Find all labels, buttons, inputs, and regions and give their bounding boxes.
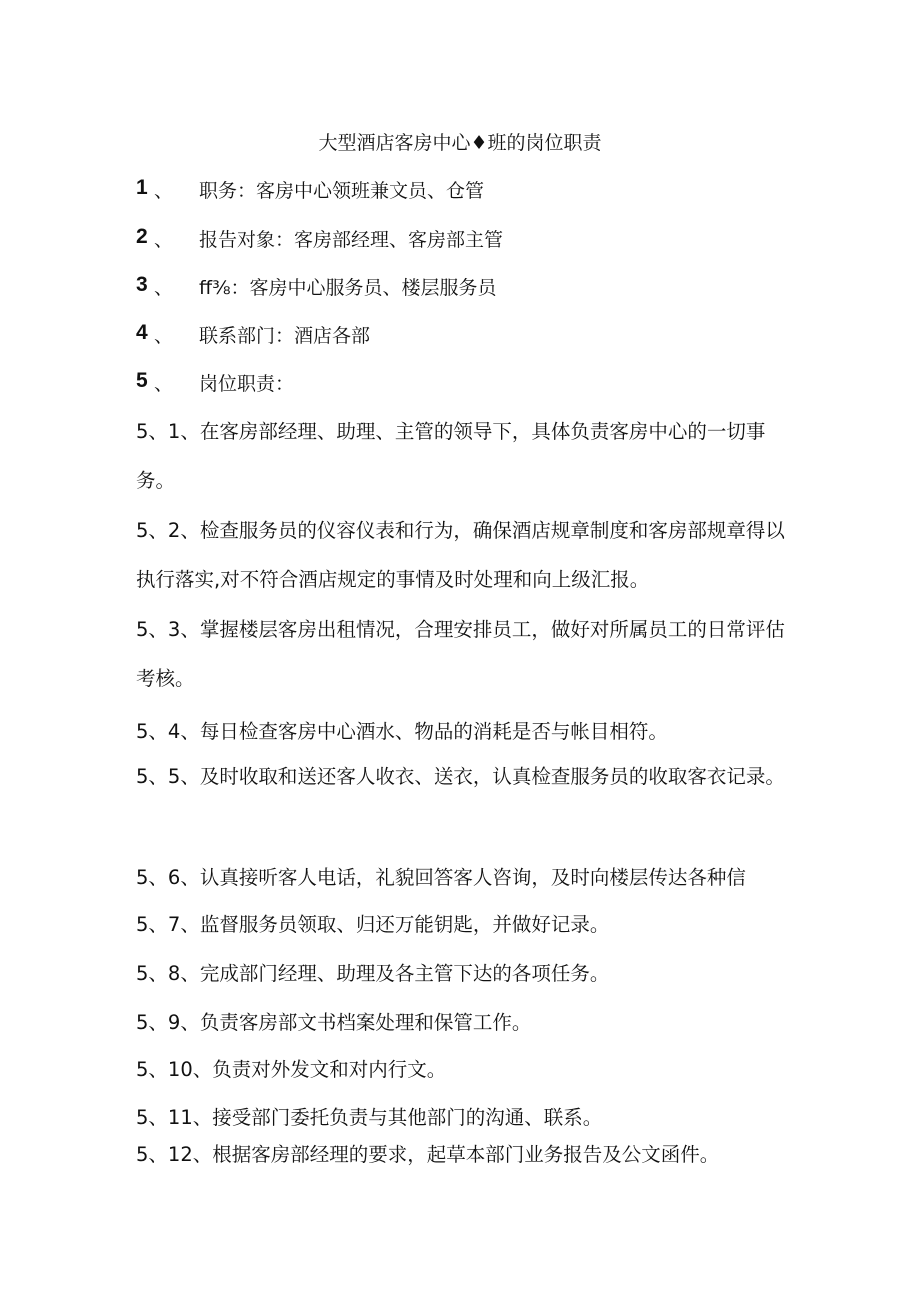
meta-separator: 、	[154, 373, 174, 395]
duty-item: 5、2、检查服务员的仪容仪表和行为，确保酒店规章制度和客房部规章得以执行落实,对不符合酒店规定的事情及时处理和向上级汇报。	[136, 519, 785, 591]
duty-item: 5、5、及时收取和送还客人收衣、送衣，认真检查服务员的收取客衣记录。	[136, 765, 785, 788]
meta-text: 联系部门：酒店各部	[199, 325, 371, 347]
meta-text: ff⅜：客房中心服务员、楼层服务员	[199, 277, 497, 299]
meta-text: 报告对象：客房部经理、客房部主管	[199, 229, 504, 251]
meta-separator: 、	[154, 325, 174, 347]
meta-text: 岗位职责：	[199, 373, 295, 395]
meta-separator: 、	[154, 277, 174, 299]
duty-item: 5、8、完成部门经理、助理及各主管下达的各项任务。	[136, 962, 610, 985]
duty-item: 5、1、在客房部经理、助理、主管的领导下，具体负责客房中心的一切事务。	[136, 420, 766, 492]
duty-item: 5、6、认真接听客人电话，礼貌回答客人咨询，及时向楼层传达各种信	[136, 866, 746, 889]
meta-number: 4	[136, 321, 148, 344]
meta-number: 1	[136, 176, 148, 199]
meta-separator: 、	[154, 180, 174, 202]
duty-item: 5、9、负责客房部文书档案处理和保管工作。	[136, 1011, 532, 1034]
meta-number: 5	[136, 369, 148, 392]
duty-item: 5、3、掌握楼层客房出租情况，合理安排员工，做好对所属员工的日常评估考核。	[136, 618, 785, 690]
duty-item: 5、12、根据客房部经理的要求，起草本部门业务报告及公文函件。	[136, 1143, 720, 1166]
document-title: 大型酒店客房中心♦班的岗位职责	[318, 132, 602, 154]
meta-separator: 、	[154, 229, 174, 251]
meta-number: 2	[136, 225, 148, 248]
duty-item: 5、11、接受部门委托负责与其他部门的沟通、联系。	[136, 1106, 603, 1129]
meta-number: 3	[136, 273, 148, 296]
duty-item: 5、10、负责对外发文和对内行文。	[136, 1058, 447, 1081]
meta-text: 职务：客房中心领班兼文员、仓管	[199, 180, 485, 202]
duty-item: 5、7、监督服务员领取、归还万能钥匙，并做好记录。	[136, 913, 610, 936]
duty-item: 5、4、每日检查客房中心酒水、物品的消耗是否与帐目相符。	[136, 720, 668, 743]
